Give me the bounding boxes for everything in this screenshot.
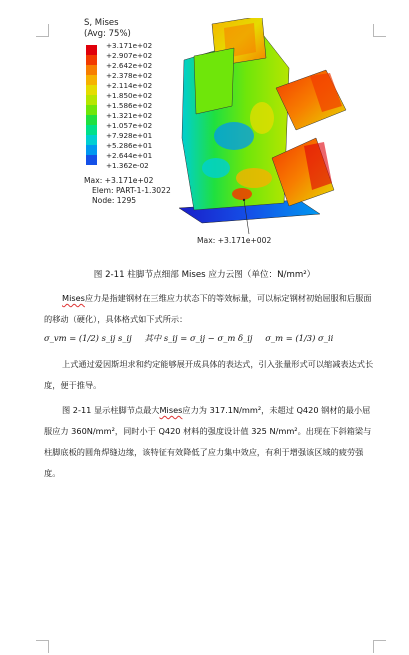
paragraph-max-stress xyxy=(44,400,376,484)
formula-right: σ_m = (1/3) σ_ii xyxy=(265,333,334,343)
crop-mark-top-right xyxy=(373,24,386,37)
legend-value: +3.171e+02 xyxy=(106,41,153,50)
formula-mid: 其中 s_ij = σ_ij − σ_m δ_ij xyxy=(144,333,253,343)
legend-max-line: Max: +3.171e+02 xyxy=(84,176,154,185)
legend-value: +7.928e+01 xyxy=(106,131,153,140)
legend-value: +2.642e+02 xyxy=(106,61,153,70)
max-callout-label: Max: +3.171e+002 xyxy=(197,236,272,245)
term-mises: Mises xyxy=(159,405,183,415)
legend-value: +1.850e+02 xyxy=(106,91,153,100)
paragraph-text: 上式通过爱因斯坦求和约定能够展开成具体的表达式，引入张量形式可以缩减表达式长度，便于推导。 xyxy=(44,359,374,390)
paragraph-text: 应力是指建钢材在三维应力状态下的等效标量，可以标定钢材初始屈服和后服面的移动（硬化），具体格式如下式所示： xyxy=(44,293,372,324)
legend-value: +2.114e+02 xyxy=(106,81,153,90)
legend-title: S, Mises xyxy=(84,18,119,28)
left-branch-shape xyxy=(194,48,234,114)
legend-value: +1.321e+02 xyxy=(106,111,153,120)
legend-value: +2.378e+02 xyxy=(106,71,153,80)
paragraph-lead: 图 2-11 显示柱脚节点最大 xyxy=(62,405,160,415)
legend-value: +2.644e+01 xyxy=(106,151,153,160)
term-mises: Mises xyxy=(62,293,85,303)
mises-formula xyxy=(44,332,333,344)
legend-value: +1.057e+02 xyxy=(106,121,153,130)
stress-contour-figure xyxy=(84,18,360,254)
legend-subtitle: (Avg: 75%) xyxy=(84,29,131,39)
legend-value: +5.286e+01 xyxy=(106,141,153,150)
paragraph-text: 应力为 317.1N/mm²，未超过 Q420 钢材的最小屈服应力 360N/mm²，同时小于 Q420 材料的强度设计值 325 N/mm²。出现在下斜箱梁与柱脚底板的圆角焊缝边缘，该特征有效降低了应力集中效应，有利于增强该区域的疲劳强度。 xyxy=(44,405,372,478)
legend-value: +1.586e+02 xyxy=(106,101,153,110)
figure-caption: 图 2-11 柱脚节点细部 Mises 应力云图（单位：N/mm²） xyxy=(93,270,316,280)
crop-mark-top-left xyxy=(36,24,49,37)
legend-value: +1.362e-02 xyxy=(106,161,149,170)
legend-elem-line: Elem: PART-1-1.3022 xyxy=(92,186,171,195)
formula-left: σ_vm = (1/2) s_ij s_ij xyxy=(44,333,132,343)
paragraph-mises-definition xyxy=(44,288,376,330)
model-render xyxy=(84,18,360,254)
legend-node-line: Node: 1295 xyxy=(92,196,137,205)
crop-mark-bottom-right xyxy=(373,640,386,653)
crop-mark-bottom-left xyxy=(36,640,49,653)
paragraph-einstein xyxy=(44,354,376,396)
legend-value: +2.907e+02 xyxy=(106,51,153,60)
